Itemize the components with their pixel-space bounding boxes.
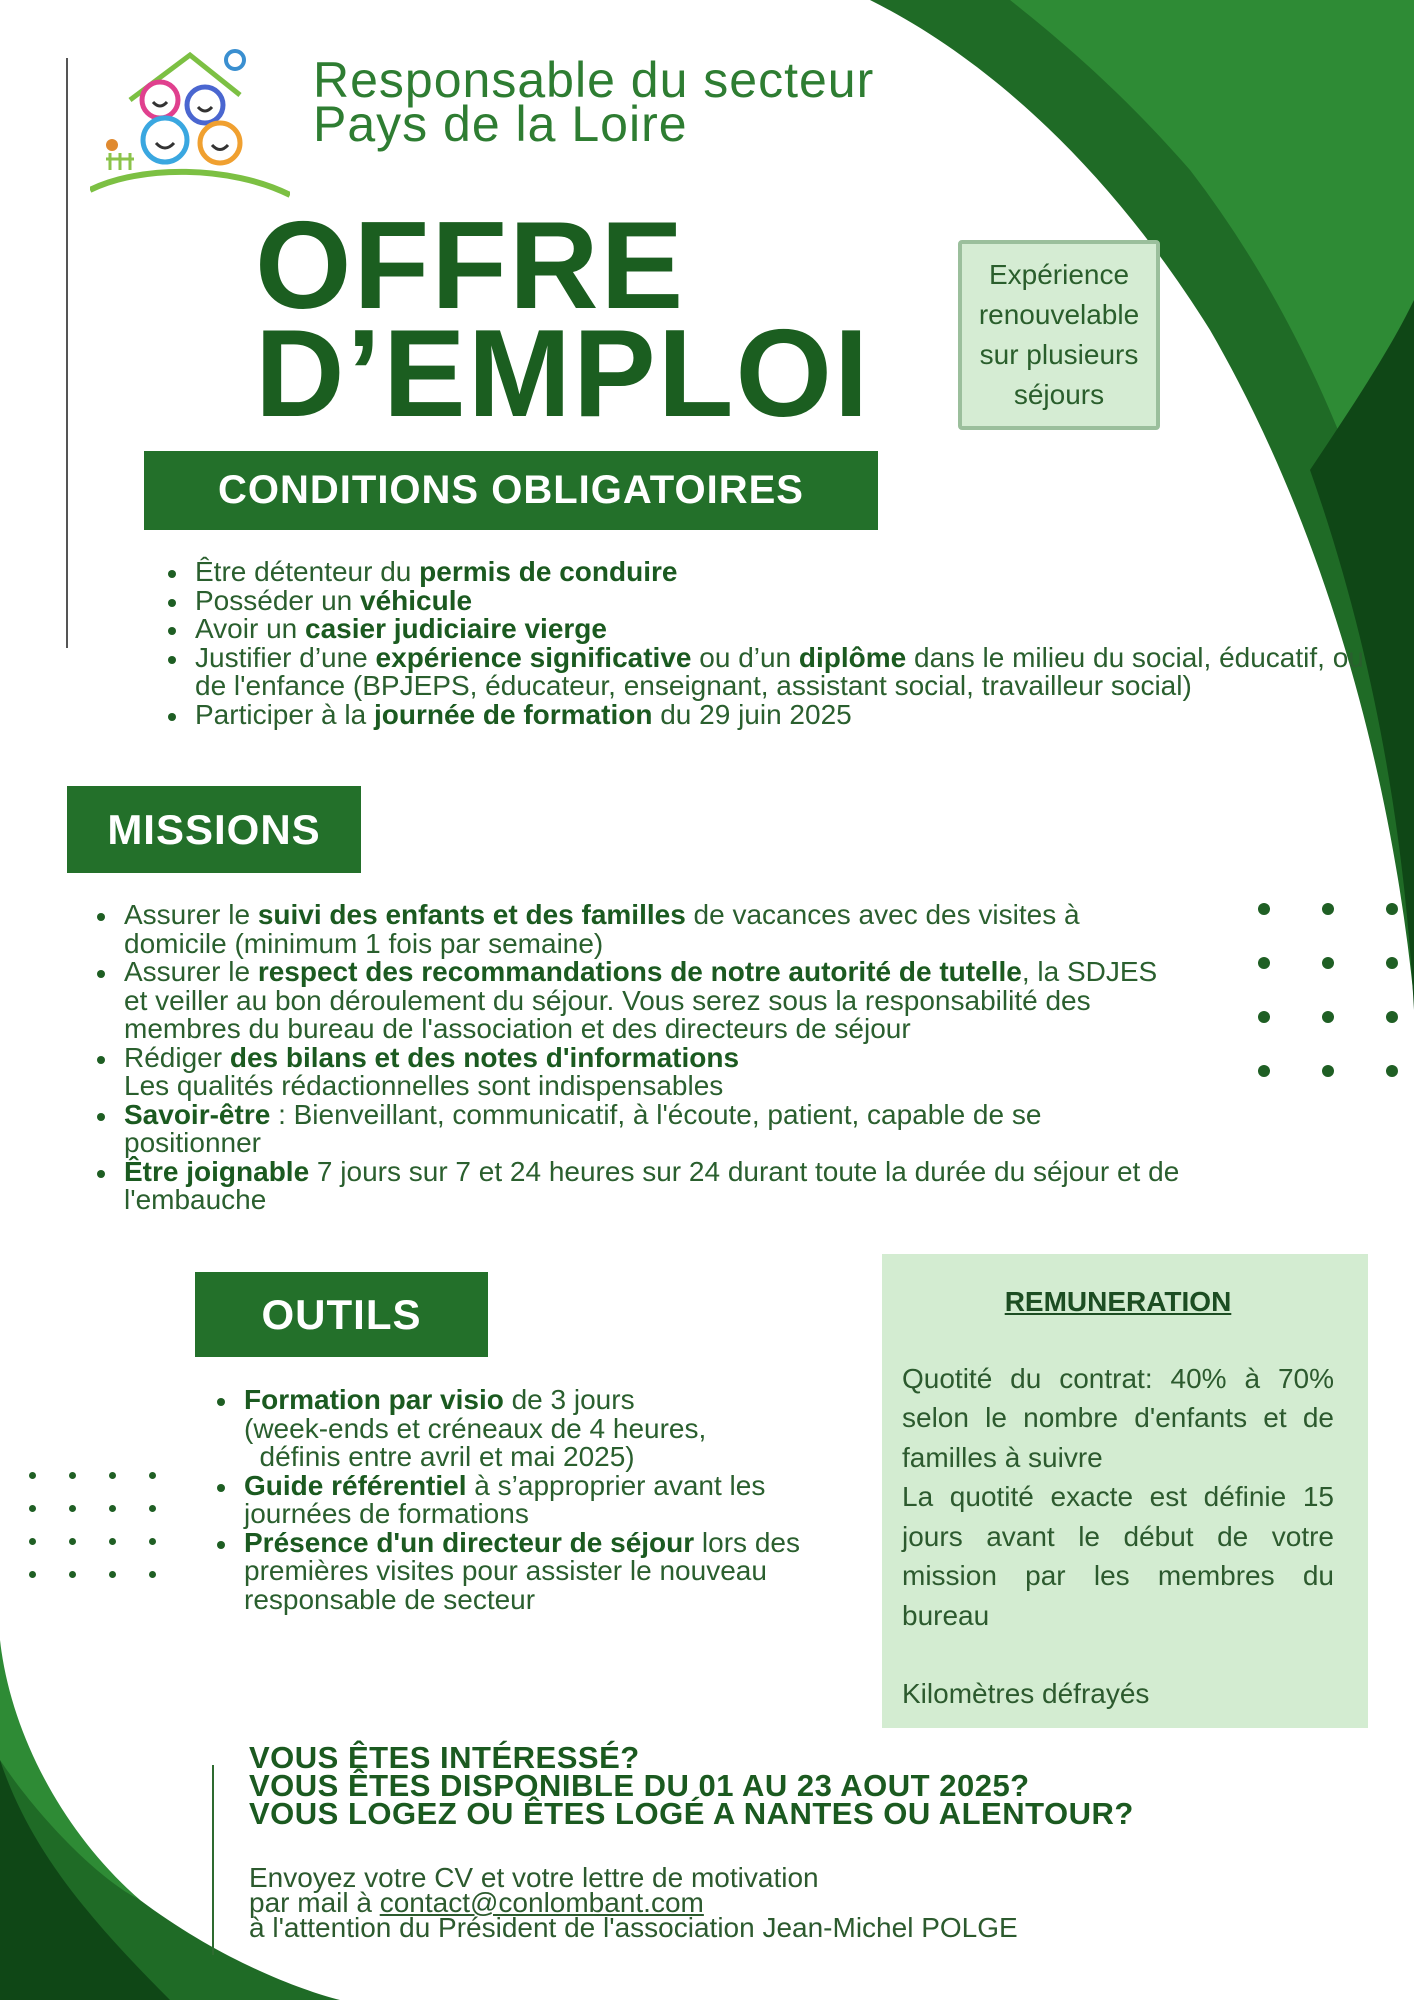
list-item: Assurer le suivi des enfants et des familles de vacances avec des visites à domicile (minimum 1 fois par semaine) xyxy=(86,901,1186,958)
closing-vertical-line xyxy=(212,1765,214,1955)
outils-list xyxy=(206,1386,866,1614)
experience-line-3: sur plusieurs xyxy=(979,339,1139,370)
outils-heading: OUTILS xyxy=(195,1272,488,1357)
missions-heading: MISSIONS xyxy=(67,786,361,873)
question-2: VOUS ÊTES DISPONIBLE DU 01 AU 23 AOUT 2025? xyxy=(249,1768,1030,1803)
missions-list xyxy=(86,901,1186,1215)
sector-line-2: Pays de la Loire xyxy=(313,96,688,152)
header-vertical-line xyxy=(66,58,68,648)
list-item: Être détenteur du permis de conduire xyxy=(157,558,1377,587)
decorative-dots-right xyxy=(1258,903,1398,1077)
experience-box xyxy=(958,240,1160,430)
list-item: Présence d'un directeur de séjour lors des premières visites pour assister le nouveau responsable de secteur xyxy=(206,1529,866,1615)
sector-title xyxy=(313,52,875,152)
list-item: Posséder un véhicule xyxy=(157,587,1377,616)
title-line-2: D’EMPLOI xyxy=(255,305,871,443)
list-item: Être joignable 7 jours sur 7 et 24 heures sur 24 durant toute la durée du séjour et de l'embauche xyxy=(86,1158,1186,1215)
experience-line-2: renouvelable xyxy=(978,299,1140,330)
contact-email-link[interactable]: contact@conlombant.com xyxy=(379,1887,704,1918)
association-logo xyxy=(90,45,290,205)
remuneration-title: REMUNERATION xyxy=(1004,1286,1232,1317)
send-line-2: par mail à contact@conlombant.com xyxy=(249,1887,704,1918)
list-item: Assurer le respect des recommandations de notre autorité de tutelle, la SDJES et veiller au bon déroulement du séjour. Vous serez sous la responsabilité des membres du bureau de l'association et des directeurs de séjour xyxy=(86,958,1186,1044)
remuneration-quota: Quotité du contrat: 40% à 70% selon le nombre d'enfants et de familles à suivre xyxy=(902,1362,1334,1473)
experience-line-4: séjours xyxy=(1013,379,1105,410)
list-item: Formation par visio de 3 jours (week-ends et créneaux de 4 heures, définis entre avril et mai 2025) xyxy=(206,1386,866,1472)
conditions-list xyxy=(157,558,1377,729)
experience-line-1: Expérience xyxy=(988,259,1130,290)
remuneration-quota-detail: La quotité exacte est définie 15 jours avant le début de votre mission par les membres du bureau xyxy=(902,1481,1334,1631)
list-item: Rédiger des bilans et des notes d'informations Les qualités rédactionnelles sont indispensables xyxy=(86,1044,1186,1101)
send-line-1: Envoyez votre CV et votre lettre de motivation xyxy=(249,1862,819,1893)
remuneration-mileage: Kilomètres défrayés xyxy=(902,1678,1150,1709)
decorative-dots-left xyxy=(29,1472,155,1578)
job-offer-title xyxy=(255,197,871,443)
conditions-heading: CONDITIONS OBLIGATOIRES xyxy=(144,451,878,530)
title-line-1: OFFRE xyxy=(255,197,686,335)
list-item: Justifier d’une expérience significative ou d’un diplôme dans le milieu du social, éducatif, ou de l'enfance (BPJEPS, éducateur, enseignant, assistant social, travailleur social) xyxy=(157,644,1377,701)
list-item: Guide référentiel à s’approprier avant les journées de formations xyxy=(206,1472,866,1529)
closing-questions xyxy=(249,1740,1134,1831)
question-3: VOUS LOGEZ OU ÊTES LOGÉ A NANTES OU ALENTOUR? xyxy=(249,1796,1134,1831)
sector-line-1: Responsable du secteur xyxy=(313,52,875,108)
question-1: VOUS ÊTES INTÉRESSÉ? xyxy=(249,1740,640,1775)
application-instructions xyxy=(249,1862,1018,1943)
list-item: Savoir-être : Bienveillant, communicatif, à l'écoute, patient, capable de se positionner xyxy=(86,1101,1186,1158)
remuneration-box xyxy=(882,1254,1368,1728)
list-item: Participer à la journée de formation du 29 juin 2025 xyxy=(157,701,1377,730)
list-item: Avoir un casier judiciaire vierge xyxy=(157,615,1377,644)
send-line-3: à l'attention du Président de l'association Jean-Michel POLGE xyxy=(249,1912,1018,1943)
